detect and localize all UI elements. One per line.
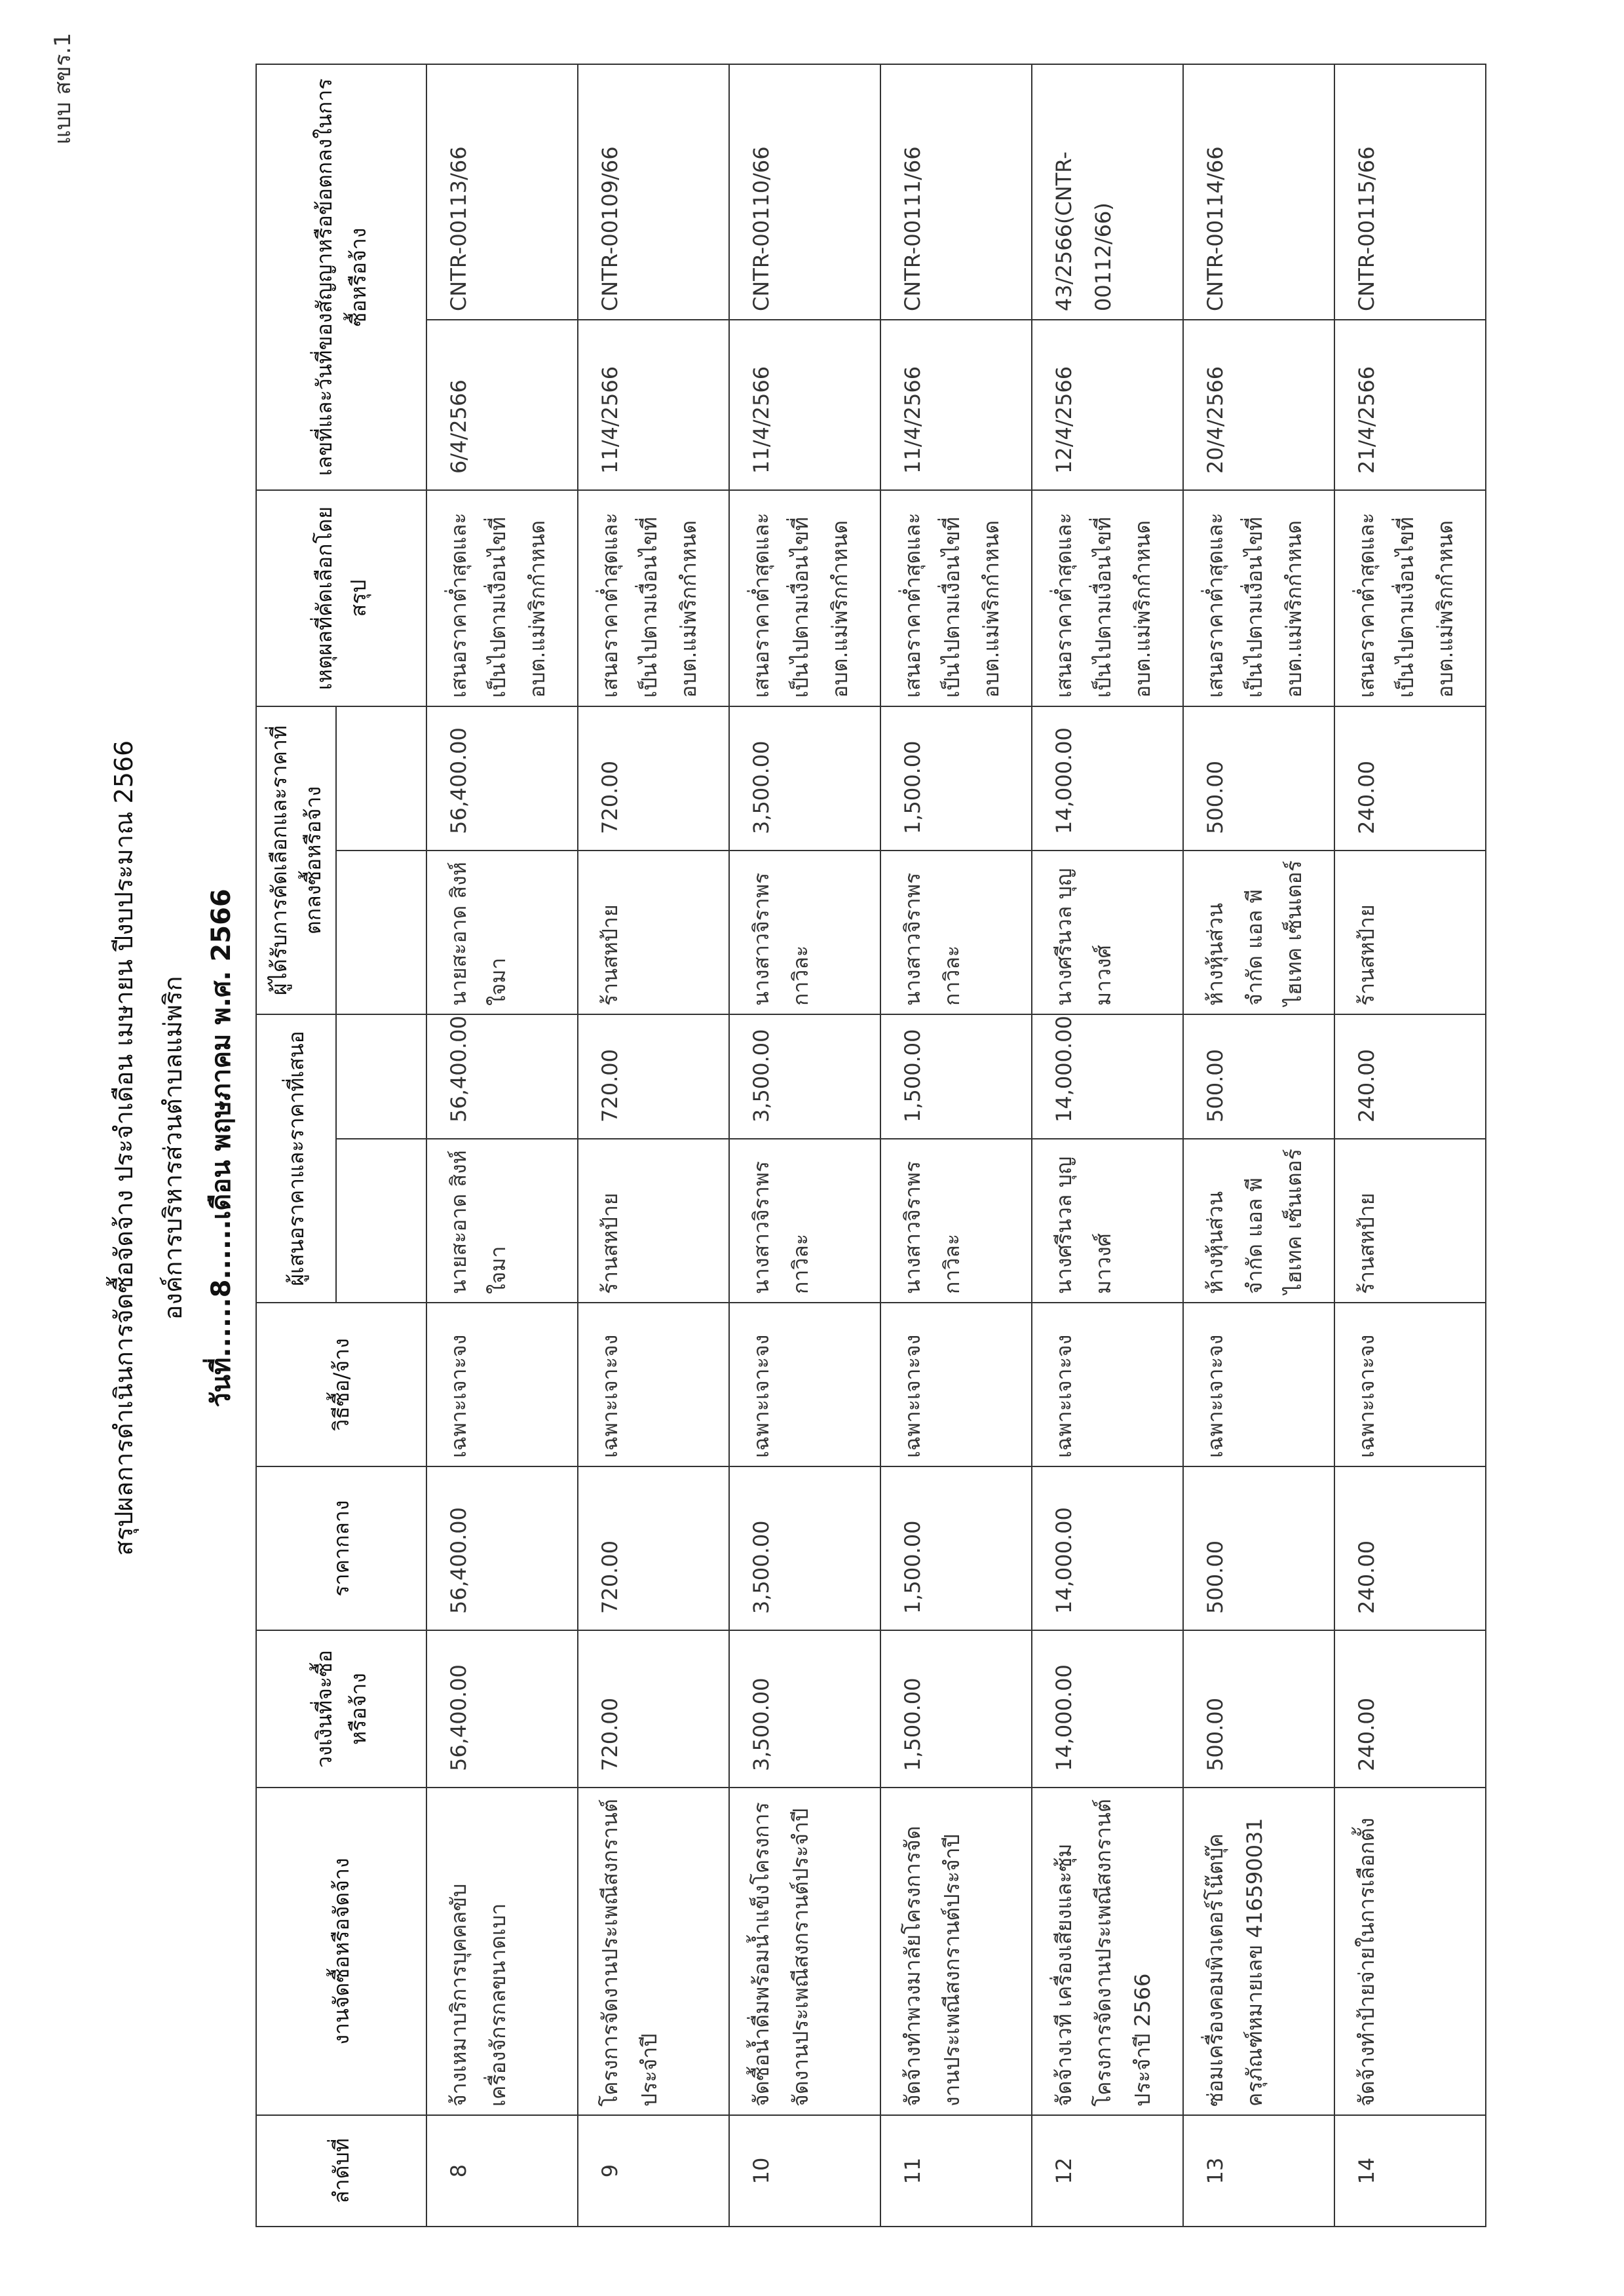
row-reason: เสนอราคาต่ำสุดและเป็นไปตามเงื่อนไขที่ อบต.แม่พริกกำหนด: [880, 490, 1032, 706]
row-number: 9: [578, 2115, 729, 2227]
table-row: [880, 64, 1032, 2227]
row-bidder: ร้านสหป้าย: [1334, 1139, 1486, 1303]
row-budget: 720.00: [578, 1630, 729, 1788]
header-budget: วงเงินที่จะซื้อหรือจ้าง: [256, 1630, 426, 1788]
row-method: เฉพาะเจาะจง: [426, 1303, 578, 1466]
procurement-table: [255, 64, 1486, 2227]
row-reason: เสนอราคาต่ำสุดและเป็นไปตามเงื่อนไขที่ อบต.แม่พริกกำหนด: [1334, 490, 1486, 706]
row-contract: CNTR-00110/66: [729, 64, 880, 320]
row-bid-price: 1,500.00: [880, 1014, 1032, 1139]
header-reason: เหตุผลที่คัดเลือกโดยสรุป: [256, 490, 426, 706]
row-contract: CNTR-00109/66: [578, 64, 729, 320]
row-contract: CNTR-00111/66: [880, 64, 1032, 320]
table-row: [578, 64, 729, 2227]
row-number: 8: [426, 2115, 578, 2227]
row-contract: CNTR-00114/66: [1183, 64, 1334, 320]
row-win-price: 3,500.00: [729, 706, 880, 851]
table-row: [426, 64, 578, 2227]
row-method: เฉพาะเจาะจง: [1183, 1303, 1334, 1466]
header-method: วิธีซื้อ/จ้าง: [256, 1303, 426, 1466]
row-bidder: นางสาวจิราพร กาวิละ: [729, 1139, 880, 1303]
row-reason: เสนอราคาต่ำสุดและเป็นไปตามเงื่อนไขที่ อบต.แม่พริกกำหนด: [729, 490, 880, 706]
form-code: แบบ สขร.1: [50, 33, 76, 145]
document-title: สรุปผลการดำเนินการจัดซื้อจัดจ้าง ประจำเดือน เมษายน ปีงบประมาณ 2566: [109, 740, 138, 1556]
organization-name: องค์การบริหารส่วนตำบลแม่พริก: [159, 976, 187, 1320]
row-median: 56,400.00: [426, 1466, 578, 1630]
row-reason: เสนอราคาต่ำสุดและเป็นไปตามเงื่อนไขที่ อบต.แม่พริกกำหนด: [578, 490, 729, 706]
row-win-price: 240.00: [1334, 706, 1486, 851]
row-win-price: 56,400.00: [426, 706, 578, 851]
row-item: จัดจ้างเวที เครื่องเสียงและซุ้ม โครงการจัดงานประเพณีสงกรานต์ประจำปี 2566: [1032, 1788, 1183, 2115]
row-bid-price: 3,500.00: [729, 1014, 880, 1139]
row-contract: CNTR-00115/66: [1334, 64, 1486, 320]
row-median: 14,000.00: [1032, 1466, 1183, 1630]
row-bidder: นางศรีนวล บุญมาวงศ์: [1032, 1139, 1183, 1303]
row-method: เฉพาะเจาะจง: [729, 1303, 880, 1466]
header-no: ลำดับที่: [256, 2115, 426, 2227]
row-date: 6/4/2566: [426, 320, 578, 490]
row-item: จัดจ้างทำป้ายจ่ายในการเลือกตั้ง: [1334, 1788, 1486, 2115]
row-number: 12: [1032, 2115, 1183, 2227]
row-bid-price: 56,400.00: [426, 1014, 578, 1139]
row-item: จ้างเหมาบริการบุคคลขับเครื่องจักรกลขนาดเบา: [426, 1788, 578, 2115]
header-winner-name: [336, 851, 426, 1014]
row-date: 11/4/2566: [880, 320, 1032, 490]
row-bid-price: 500.00: [1183, 1014, 1334, 1139]
table-row: [1183, 64, 1334, 2227]
header-item: งานจัดซื้อหรือจัดจ้าง: [256, 1788, 426, 2115]
row-bidder: นางสาวจิราพร กาวิละ: [880, 1139, 1032, 1303]
row-budget: 3,500.00: [729, 1630, 880, 1788]
row-budget: 500.00: [1183, 1630, 1334, 1788]
row-item: จัดจ้างทำพวงมาลัยโครงการจัดงานประเพณีสงกรานต์ประจำปี: [880, 1788, 1032, 2115]
row-winner: นายสะอาด สิงห์ใจมา: [426, 851, 578, 1014]
row-win-price: 720.00: [578, 706, 729, 851]
row-budget: 56,400.00: [426, 1630, 578, 1788]
table-row: [1334, 64, 1486, 2227]
row-contract: 43/2566(CNTR-00112/66): [1032, 64, 1183, 320]
header-contract: เลขที่และวันที่ของสัญญาหรือข้อตกลงในการซื้อหรือจ้าง: [256, 64, 426, 490]
row-bidder: ร้านสหป้าย: [578, 1139, 729, 1303]
header-bidders: ผู้เสนอราคาและราคาที่เสนอ: [256, 1014, 336, 1303]
row-date: 21/4/2566: [1334, 320, 1486, 490]
row-bid-price: 240.00: [1334, 1014, 1486, 1139]
row-number: 10: [729, 2115, 880, 2227]
row-bid-price: 720.00: [578, 1014, 729, 1139]
row-win-price: 14,000.00: [1032, 706, 1183, 851]
document-date: วันที่......8......เดือน พฤษภาคม พ.ศ. 2566: [206, 889, 236, 1407]
header-win-price: [336, 706, 426, 851]
row-method: เฉพาะเจาะจง: [1334, 1303, 1486, 1466]
row-budget: 1,500.00: [880, 1630, 1032, 1788]
row-reason: เสนอราคาต่ำสุดและเป็นไปตามเงื่อนไขที่ อบต.แม่พริกกำหนด: [426, 490, 578, 706]
row-winner: นางศรีนวล บุญมาวงศ์: [1032, 851, 1183, 1014]
row-winner: นางสาวจิราพร กาวิละ: [729, 851, 880, 1014]
row-method: เฉพาะเจาะจง: [880, 1303, 1032, 1466]
row-median: 240.00: [1334, 1466, 1486, 1630]
row-number: 11: [880, 2115, 1032, 2227]
header-winner: ผู้ได้รับการคัดเลือกและราคาที่ตกลงซื้อหรือจ้าง: [256, 706, 336, 1014]
header-bid-price: [336, 1014, 426, 1139]
row-winner: ร้านสหป้าย: [578, 851, 729, 1014]
header-median: ราคากลาง: [256, 1466, 426, 1630]
row-median: 1,500.00: [880, 1466, 1032, 1630]
row-winner: ห้างหุ้นส่วนจำกัด แอล พี ไฮเทค เซ็นเตอร์: [1183, 851, 1334, 1014]
row-contract: CNTR-00113/66: [426, 64, 578, 320]
row-method: เฉพาะเจาะจง: [1032, 1303, 1183, 1466]
row-bid-price: 14,000.00: [1032, 1014, 1183, 1139]
row-method: เฉพาะเจาะจง: [578, 1303, 729, 1466]
row-item: โครงการจัดงานประเพณีสงกรานต์ประจำปี: [578, 1788, 729, 2115]
row-win-price: 500.00: [1183, 706, 1334, 851]
row-date: 20/4/2566: [1183, 320, 1334, 490]
row-date: 12/4/2566: [1032, 320, 1183, 490]
row-reason: เสนอราคาต่ำสุดและเป็นไปตามเงื่อนไขที่ อบต.แม่พริกกำหนด: [1032, 490, 1183, 706]
row-number: 14: [1334, 2115, 1486, 2227]
row-budget: 14,000.00: [1032, 1630, 1183, 1788]
row-reason: เสนอราคาต่ำสุดและเป็นไปตามเงื่อนไขที่ อบต.แม่พริกกำหนด: [1183, 490, 1334, 706]
row-median: 500.00: [1183, 1466, 1334, 1630]
row-number: 13: [1183, 2115, 1334, 2227]
row-median: 720.00: [578, 1466, 729, 1630]
row-winner: นางสาวจิราพร กาวิละ: [880, 851, 1032, 1014]
row-date: 11/4/2566: [729, 320, 880, 490]
row-median: 3,500.00: [729, 1466, 880, 1630]
table-row: [1032, 64, 1183, 2227]
row-win-price: 1,500.00: [880, 706, 1032, 851]
row-item: จัดซื้อน้ำดื่มพร้อมน้ำแข็งโครงการจัดงานประเพณีสงกรานต์ประจำปี: [729, 1788, 880, 2115]
header-bidder-name: [336, 1139, 426, 1303]
row-date: 11/4/2566: [578, 320, 729, 490]
row-item: ซ่อมเครื่องคอมพิวเตอร์โน๊ตบุ๊ค ครุภัณฑ์หมายเลข 416590031: [1183, 1788, 1334, 2115]
row-bidder: ห้างหุ้นส่วนจำกัด แอล พี ไฮเทค เซ็นเตอร์: [1183, 1139, 1334, 1303]
row-budget: 240.00: [1334, 1630, 1486, 1788]
row-winner: ร้านสหป้าย: [1334, 851, 1486, 1014]
row-bidder: นายสะอาด สิงห์ใจมา: [426, 1139, 578, 1303]
table-row: [729, 64, 880, 2227]
